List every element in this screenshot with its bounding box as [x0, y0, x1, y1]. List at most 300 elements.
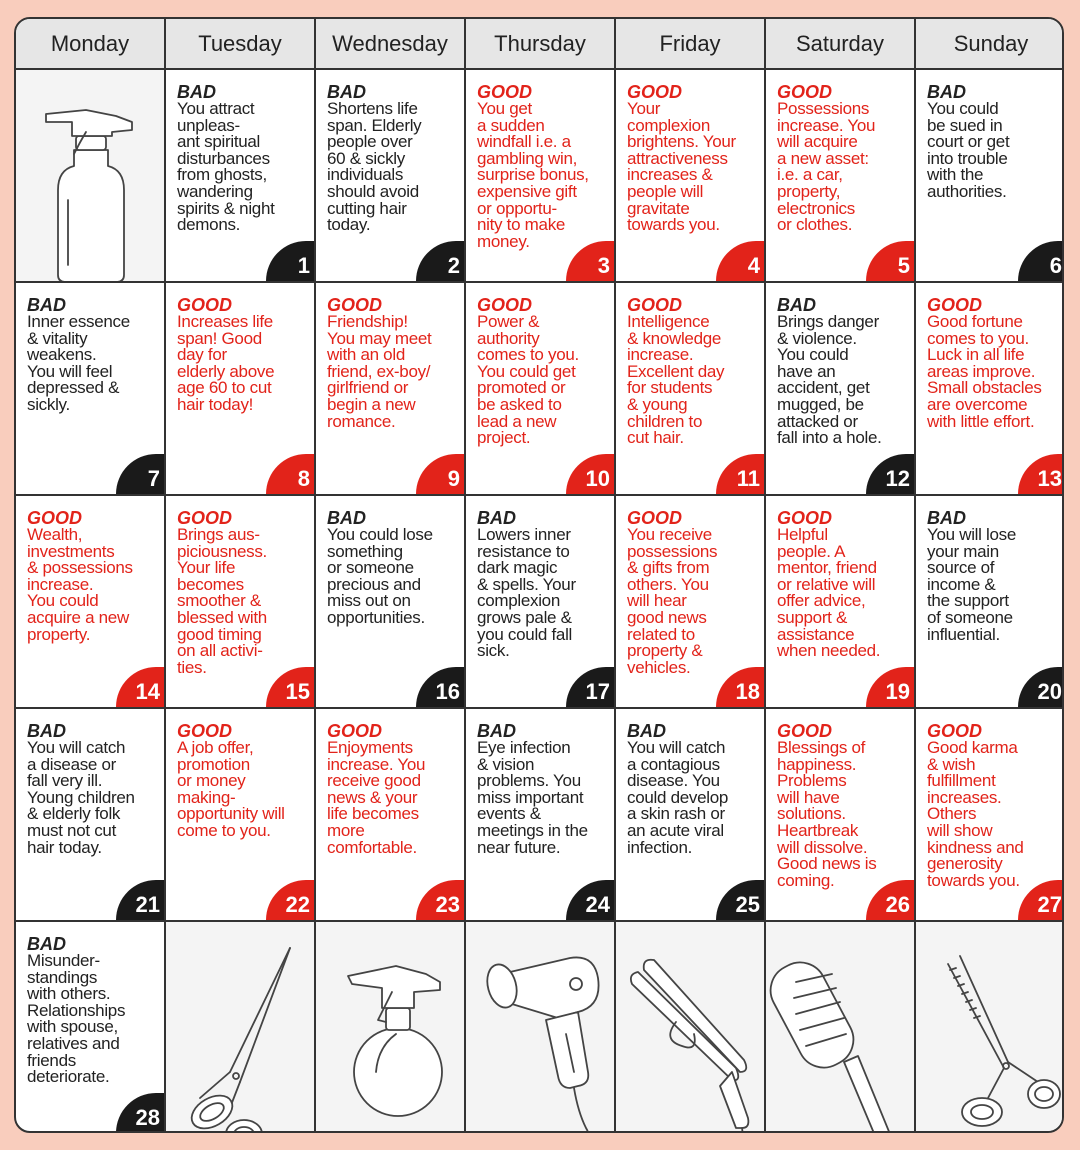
reading-line: income & [927, 574, 996, 594]
day-number-badge: 16 [416, 667, 464, 707]
day-number-badge: 7 [116, 454, 164, 494]
reading-line: windfall i.e. a [477, 132, 571, 152]
bad-verdict: BAD [627, 721, 666, 741]
reading-line: source of [927, 558, 995, 578]
reading-line: & wish [927, 754, 976, 774]
day-reading [627, 83, 760, 234]
day-number-badge: 5 [866, 241, 914, 281]
round-brush-icon [766, 922, 916, 1133]
reading-line: You could [777, 345, 849, 365]
reading-line: come to you. [177, 820, 271, 840]
reading-line: cutting hair [327, 198, 407, 218]
tool-illustration-cell [466, 922, 616, 1133]
reading-line: surprise bonus, [477, 165, 589, 185]
reading-line: blessed with [177, 607, 267, 627]
day-reading [177, 296, 310, 414]
reading-line: more [327, 820, 365, 840]
reading-line: gambling win, [477, 148, 578, 168]
day-reading [927, 509, 1062, 643]
calendar-grid [16, 70, 1062, 1133]
day-cell-9 [316, 283, 466, 496]
reading-line: mentor, friend [777, 558, 877, 578]
good-verdict: GOOD [477, 295, 533, 315]
reading-line: becomes [177, 574, 244, 594]
day-reading [777, 296, 910, 447]
reading-line: authority [477, 328, 540, 348]
reading-line: nity to make [477, 215, 566, 235]
reading-line: Problems [777, 771, 847, 791]
reading-line: friends [27, 1050, 76, 1070]
good-verdict: GOOD [777, 82, 833, 102]
reading-line: Helpful [777, 525, 828, 544]
reading-line: miss out on [327, 591, 411, 611]
reading-line: people over [327, 132, 413, 152]
tool-illustration-cell [166, 922, 316, 1133]
weekday-tuesday: Tuesday [166, 19, 316, 68]
reading-line: a new asset: [777, 148, 869, 168]
reading-line: Increases life [177, 312, 273, 331]
reading-line: increase. You [327, 754, 426, 774]
reading-line: investments [27, 541, 115, 561]
good-verdict: GOOD [327, 721, 383, 741]
day-number-badge: 11 [716, 454, 764, 494]
reading-line: individuals [327, 165, 404, 185]
good-verdict: GOOD [777, 721, 833, 741]
reading-line: offer advice, [777, 591, 866, 611]
reading-line: span. Elderly [327, 115, 422, 135]
reading-line: court or get [927, 132, 1010, 152]
reading-line: a sudden [477, 115, 545, 135]
reading-line: attacked or [777, 411, 858, 431]
reading-line: piciousness. [177, 541, 267, 561]
reading-line: sick. [477, 641, 510, 661]
reading-line: & gifts from [627, 558, 710, 578]
reading-line: You could lose [327, 525, 433, 544]
reading-line: You could get [477, 361, 576, 381]
reading-line: with an old [327, 345, 405, 365]
reading-line: problems. You [477, 771, 581, 791]
day-number-badge: 21 [116, 880, 164, 920]
reading-line: You will catch [27, 738, 126, 757]
reading-line: precious and [327, 574, 421, 594]
reading-line: lead a new [477, 411, 557, 431]
reading-line: or money [177, 771, 246, 791]
reading-line: must not cut [27, 820, 116, 840]
reading-line: & young [627, 394, 688, 414]
reading-line: increases. [927, 787, 1002, 807]
day-cell-27 [916, 709, 1064, 922]
reading-line: Brings danger [777, 312, 879, 331]
reading-line: the support [927, 591, 1009, 611]
day-number-badge: 6 [1018, 241, 1064, 281]
day-reading [627, 296, 760, 447]
reading-line: Excellent day [627, 361, 725, 381]
reading-line: money. [477, 231, 530, 251]
day-reading [777, 83, 910, 234]
tool-illustration-cell [316, 922, 466, 1133]
round-spray-bottle-icon [316, 922, 466, 1133]
weekday-thursday: Thursday [466, 19, 616, 68]
reading-line: increase. [627, 345, 694, 365]
reading-line: You will feel [27, 361, 113, 381]
reading-line: good news [627, 607, 707, 627]
reading-line: good timing [177, 624, 262, 644]
reading-line: Lowers inner [477, 525, 571, 544]
reading-line: promotion [177, 754, 250, 774]
day-number-badge: 20 [1018, 667, 1064, 707]
reading-line: with little effort. [927, 411, 1035, 431]
reading-line: towards you. [927, 870, 1020, 890]
reading-line: hair today. [27, 837, 102, 857]
reading-line: i.e. a car, [777, 165, 843, 185]
good-verdict: GOOD [177, 295, 233, 315]
reading-line: Young children [27, 787, 135, 807]
reading-line: 60 & sickly [327, 148, 405, 168]
good-verdict: GOOD [627, 82, 683, 102]
reading-line: Relationships [27, 1000, 126, 1020]
day-reading [27, 509, 160, 643]
reading-line: span! Good [177, 328, 262, 348]
reading-line: mugged, be [777, 394, 864, 414]
reading-line: with others. [27, 984, 111, 1004]
reading-line: people will [627, 181, 704, 201]
reading-line: you could fall [477, 624, 573, 644]
day-number-badge: 1 [266, 241, 314, 281]
reading-line: & knowledge [627, 328, 722, 348]
day-cell-8 [166, 283, 316, 496]
reading-line: Your life [177, 558, 236, 578]
good-verdict: GOOD [927, 721, 983, 741]
reading-line: & spells. Your [477, 574, 576, 594]
calendar-board [14, 17, 1064, 1133]
day-number-badge: 28 [116, 1093, 164, 1133]
day-cell-19 [766, 496, 916, 709]
weekday-monday: Monday [16, 19, 166, 68]
reading-line: romance. [327, 411, 396, 431]
day-cell-13 [916, 283, 1064, 496]
reading-line: on all activi- [177, 641, 263, 661]
reading-line: & vision [477, 754, 535, 774]
reading-line: support & [777, 607, 848, 627]
day-number-badge: 14 [116, 667, 164, 707]
reading-line: demons. [177, 215, 241, 235]
reading-line: with the [927, 165, 984, 185]
reading-line: expensive gift [477, 181, 577, 201]
reading-line: sickly. [27, 394, 70, 414]
day-number-badge: 27 [1018, 880, 1064, 920]
reading-line: or someone [327, 558, 414, 578]
day-cell-22 [166, 709, 316, 922]
good-verdict: GOOD [927, 295, 983, 315]
reading-line: resistance to [477, 541, 570, 561]
reading-line: You receive [627, 525, 712, 544]
reading-line: friend, ex-boy/ [327, 361, 431, 381]
reading-line: property & [627, 641, 703, 661]
reading-line: near future. [477, 837, 561, 857]
reading-line: increase. You [777, 115, 876, 135]
day-cell-12 [766, 283, 916, 496]
bad-verdict: BAD [27, 295, 66, 315]
bad-verdict: BAD [327, 82, 366, 102]
day-cell-25 [616, 709, 766, 922]
day-number-badge: 23 [416, 880, 464, 920]
day-cell-14 [16, 496, 166, 709]
day-number-badge: 25 [716, 880, 764, 920]
reading-line: day for [177, 345, 227, 365]
day-reading [327, 296, 460, 430]
tool-illustration-cell [766, 922, 916, 1133]
day-cell-7 [16, 283, 166, 496]
reading-line: have an [777, 361, 836, 381]
thinning-shears-icon [916, 922, 1064, 1133]
weekday-saturday: Saturday [766, 19, 916, 68]
day-reading [927, 722, 1062, 889]
reading-line: You could [27, 591, 99, 611]
reading-line: Power & [477, 312, 540, 331]
reading-line: fall very ill. [27, 771, 103, 791]
reading-line: Possessions [777, 99, 870, 118]
day-number-badge: 17 [566, 667, 614, 707]
reading-line: & elderly folk [27, 804, 121, 824]
weekday-wednesday: Wednesday [316, 19, 466, 68]
reading-line: Shortens life [327, 99, 418, 118]
bad-verdict: BAD [477, 508, 516, 528]
reading-line: spirits & night [177, 198, 275, 218]
reading-line: from ghosts, [177, 165, 267, 185]
good-verdict: GOOD [627, 295, 683, 315]
reading-line: Intelligence [627, 312, 710, 331]
spray-bottle-icon [16, 70, 166, 283]
reading-line: or clothes. [777, 215, 853, 235]
bad-verdict: BAD [27, 721, 66, 741]
reading-line: life becomes [327, 804, 419, 824]
reading-line: disease. You [627, 771, 720, 791]
reading-line: comes to you. [477, 345, 579, 365]
reading-line: promoted or [477, 378, 566, 398]
reading-line: Good news is [777, 854, 877, 874]
reading-line: your main [927, 541, 999, 561]
day-cell-1 [166, 70, 316, 283]
reading-line: disturbances [177, 148, 270, 168]
day-reading [927, 296, 1062, 430]
reading-line: ties. [177, 657, 207, 677]
scissors-icon [166, 922, 316, 1133]
day-number-badge: 13 [1018, 454, 1064, 494]
reading-line: something [327, 541, 403, 561]
reading-line: Friendship! [327, 312, 408, 331]
day-cell-15 [166, 496, 316, 709]
day-number-badge: 24 [566, 880, 614, 920]
bad-verdict: BAD [927, 82, 966, 102]
day-cell-24 [466, 709, 616, 922]
reading-line: increase. [27, 574, 94, 594]
day-number-badge: 26 [866, 880, 914, 920]
day-cell-11 [616, 283, 766, 496]
reading-line: accident, get [777, 378, 870, 398]
reading-line: Blessings of [777, 738, 866, 757]
reading-line: children to [627, 411, 703, 431]
day-reading [477, 509, 610, 660]
reading-line: Inner essence [27, 312, 130, 331]
reading-line: increases & [627, 165, 713, 185]
day-cell-16 [316, 496, 466, 709]
day-number-badge: 19 [866, 667, 914, 707]
day-number-badge: 22 [266, 880, 314, 920]
day-number-badge: 10 [566, 454, 614, 494]
hair-dryer-icon [466, 922, 616, 1133]
reading-line: today. [327, 215, 371, 235]
reading-line: deteriorate. [27, 1067, 110, 1087]
reading-line: A job offer, [177, 738, 254, 757]
day-reading [177, 83, 310, 234]
reading-line: dark magic [477, 558, 558, 578]
good-verdict: GOOD [477, 82, 533, 102]
reading-line: meetings in the [477, 820, 588, 840]
good-verdict: GOOD [177, 508, 233, 528]
reading-line: Others [927, 804, 977, 824]
reading-line: Heartbreak [777, 820, 859, 840]
reading-line: elderly above [177, 361, 275, 381]
reading-line: people. A [777, 541, 846, 561]
hair-straightener-icon [616, 922, 766, 1133]
reading-line: You will lose [927, 525, 1017, 544]
reading-line: Eye infection [477, 738, 571, 757]
day-reading [777, 722, 910, 889]
reading-line: girlfriend or [327, 378, 409, 398]
reading-line: assistance [777, 624, 855, 644]
reading-line: weakens. [27, 345, 97, 365]
reading-line: You could [927, 99, 999, 118]
reading-line: grows pale & [477, 607, 572, 627]
bad-verdict: BAD [177, 82, 216, 102]
tool-illustration-cell [916, 922, 1064, 1133]
reading-line: kindness and [927, 837, 1024, 857]
reading-line: brightens. Your [627, 132, 736, 152]
good-verdict: GOOD [627, 508, 683, 528]
day-cell-21 [16, 709, 166, 922]
reading-line: & violence. [777, 328, 857, 348]
bad-verdict: BAD [927, 508, 966, 528]
reading-line: Misunder- [27, 951, 100, 970]
reading-line: towards you. [627, 215, 720, 235]
tool-illustration-cell [16, 70, 166, 283]
day-number-badge: 2 [416, 241, 464, 281]
reading-line: should avoid [327, 181, 419, 201]
reading-line: will show [927, 820, 993, 840]
reading-line: coming. [777, 870, 835, 890]
reading-line: generosity [927, 854, 1003, 874]
day-cell-2 [316, 70, 466, 283]
reading-line: fulfillment [927, 771, 996, 791]
reading-line: Small obstacles [927, 378, 1042, 398]
day-reading [627, 722, 760, 856]
reading-line: Brings aus- [177, 525, 260, 544]
day-cell-18 [616, 496, 766, 709]
reading-line: are overcome [927, 394, 1028, 414]
day-cell-23 [316, 709, 466, 922]
reading-line: making- [177, 787, 236, 807]
reading-line: gravitate [627, 198, 690, 218]
reading-line: or opportu- [477, 198, 557, 218]
reading-line: Good karma [927, 738, 1018, 757]
reading-line: relatives and [27, 1033, 120, 1053]
reading-line: when needed. [777, 641, 881, 661]
reading-line: or relative will [777, 574, 876, 594]
reading-line: complexion [477, 591, 560, 611]
reading-line: electronics [777, 198, 855, 218]
reading-line: into trouble [927, 148, 1008, 168]
day-number-badge: 4 [716, 241, 764, 281]
reading-line: complexion [627, 115, 710, 135]
day-reading [477, 296, 610, 447]
reading-line: solutions. [777, 804, 846, 824]
day-cell-17 [466, 496, 616, 709]
reading-line: unpleas- [177, 115, 240, 135]
reading-line: wandering [177, 181, 253, 201]
day-reading [627, 509, 760, 676]
reading-line: be sued in [927, 115, 1003, 135]
day-number-badge: 3 [566, 241, 614, 281]
day-reading [477, 722, 610, 856]
reading-line: infection. [627, 837, 693, 857]
day-number-badge: 18 [716, 667, 764, 707]
reading-line: a disease or [27, 754, 117, 774]
reading-line: authorities. [927, 181, 1007, 201]
reading-line: be asked to [477, 394, 562, 414]
reading-line: could develop [627, 787, 729, 807]
reading-line: areas improve. [927, 361, 1036, 381]
reading-line: property, [777, 181, 841, 201]
reading-line: project. [477, 428, 531, 448]
reading-line: You will catch [627, 738, 726, 757]
reading-line: age 60 to cut [177, 378, 272, 398]
bad-verdict: BAD [477, 721, 516, 741]
reading-line: influential. [927, 624, 1000, 644]
day-reading [927, 83, 1062, 201]
reading-line: standings [27, 967, 98, 987]
day-reading [477, 83, 610, 250]
reading-line: will acquire [777, 132, 858, 152]
reading-line: begin a new [327, 394, 416, 414]
day-cell-5 [766, 70, 916, 283]
reading-line: Good fortune [927, 312, 1023, 331]
day-number-badge: 9 [416, 454, 464, 494]
reading-line: Wealth, [27, 525, 83, 544]
reading-line: You attract [177, 99, 255, 118]
reading-line: acquire a new [27, 607, 129, 627]
reading-line: You get [477, 99, 532, 118]
reading-line: opportunity will [177, 804, 285, 824]
day-cell-3 [466, 70, 616, 283]
reading-line: hair today! [177, 394, 254, 414]
reading-line: events & [477, 804, 541, 824]
day-reading [777, 509, 910, 660]
reading-line: fall into a hole. [777, 428, 882, 448]
reading-line: will have [777, 787, 840, 807]
reading-line: You may meet [327, 328, 432, 348]
reading-line: opportunities. [327, 607, 425, 627]
bad-verdict: BAD [27, 934, 66, 954]
weekday-sunday: Sunday [953, 30, 1029, 56]
reading-line: vehicles. [627, 657, 691, 677]
reading-line: a skin rash or [627, 804, 725, 824]
reading-line: will hear [627, 591, 687, 611]
weekday-header [16, 19, 1062, 70]
day-cell-10 [466, 283, 616, 496]
day-number-badge: 8 [266, 454, 314, 494]
day-reading [327, 83, 460, 234]
reading-line: will dissolve. [777, 837, 868, 857]
